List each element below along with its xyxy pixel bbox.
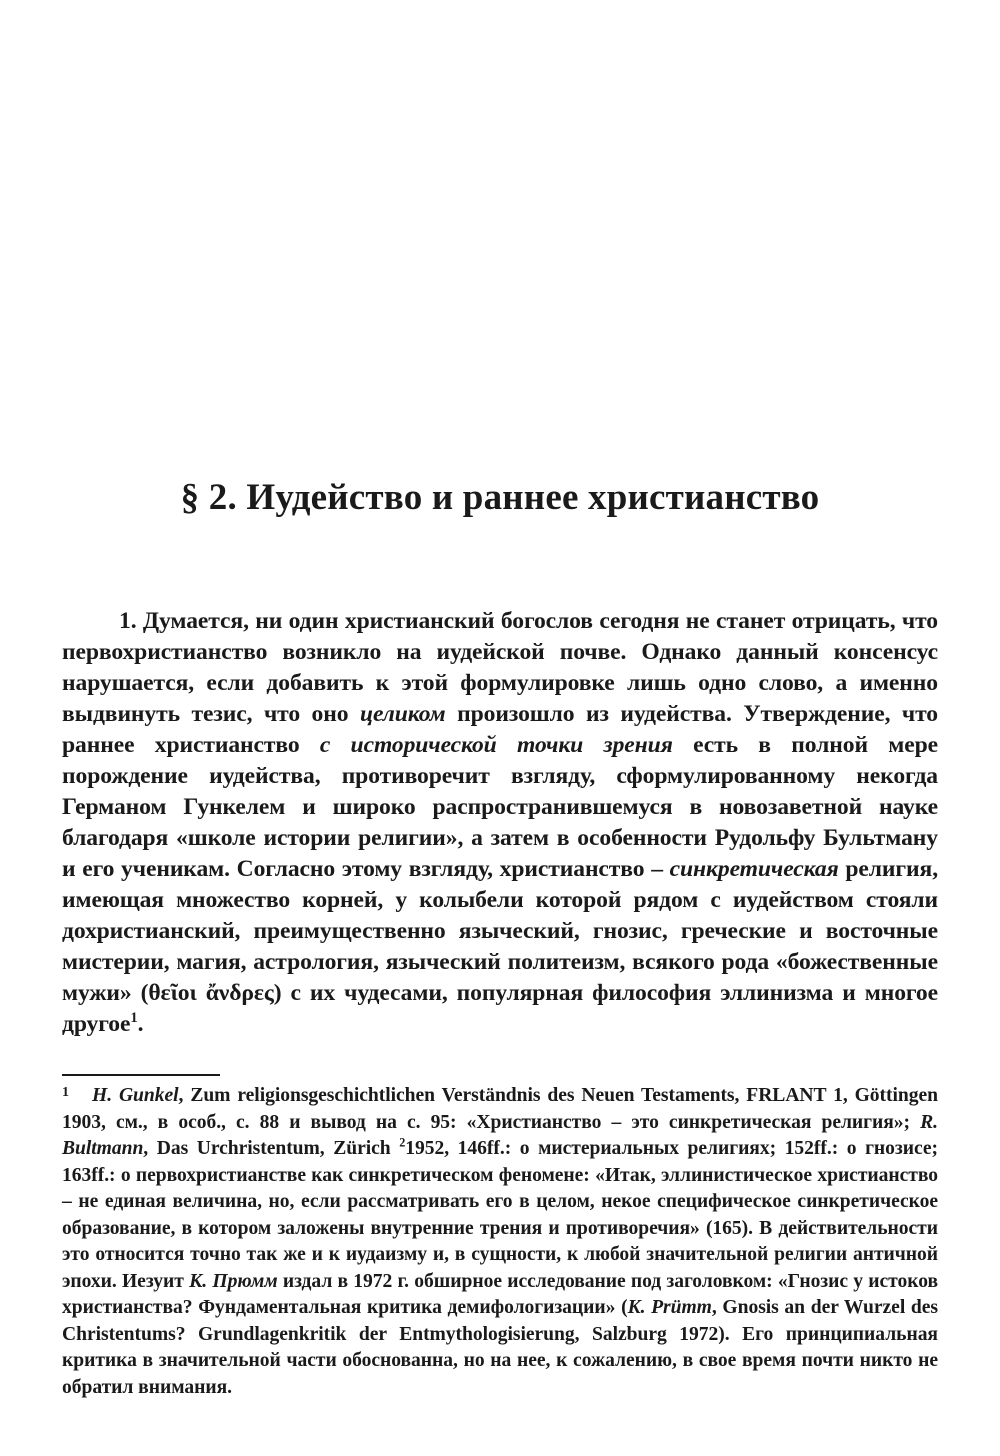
- footnote-reference: 1: [130, 1010, 138, 1027]
- footnote-text: , Das Urchristentum, Zürich: [143, 1138, 400, 1159]
- paragraph-text: произошло из иудейства. Утверждение, что раннее христианство: [62, 701, 938, 758]
- footnote-text: , Gnosis an der Wurzel des Christentums? Grundlagenkritik der Entmythologisierung, Salzburg 1972). Его принципиальная критика в значительной части обоснованна, но на нее, к сожалению, в свое время почти никто не обратил внимания.: [62, 1297, 938, 1398]
- author-name: R. Bultmann: [62, 1111, 938, 1159]
- footnote-1: [62, 1083, 938, 1401]
- emphasis-text: синкретическая: [669, 856, 839, 882]
- author-name: К. Прюмм: [189, 1270, 278, 1292]
- edition-number: 2: [399, 1135, 406, 1150]
- paragraph-text: 1. Думается, ни один христианский богослов сегодня не станет отрицать, что первохристианство возникло на иудейской почве. Однако данный консенсус нарушается, если добавить к этой формулировке лишь одно слово, а именно выдвинуть тезис, что оно: [62, 608, 938, 727]
- paragraph-text: .: [137, 1011, 144, 1037]
- paragraph-1: [62, 606, 938, 1040]
- footnote-text: 1952, 146ff.: о мистериальных религиях; 152ff.: о гнозисе; 163ff.: о первохристианстве как синкретическом феномене: «Итак, эллинистическое христианство – не единая величина, но, если рассматривать его в целом, некое специфическое синкретическое образование, в котором заложены внутренние трения и противоречия» (165). В действительности это относится точно так же и к иудаизму и, в сущности, к любой значительной религии античной эпохи. Иезуит: [62, 1138, 938, 1292]
- paragraph-text: есть в полной мере порождение иудейства, противоречит взгляду, сформулированному некогда Германом Гункелем и широко распространившемуся в новозаветной науке благодаря «школе истории религии», а затем в особенности Рудольфу Бультману и его ученикам. Согласно этому взгляду, христианство –: [62, 732, 938, 882]
- author-name: H. Gunkel: [92, 1085, 179, 1106]
- author-name: K. Prümm: [627, 1297, 712, 1318]
- paragraph-text: религия, имеющая множество корней, у колыбели которой рядом с иудейством стояли дохристианский, преимущественно языческий, гнозис, греческие и восточные мистерии, магия, астрология, языческий политеизм, всякого рода «божественные мужи» (θεῖοι ἄνδρες) с их чудесами, популярная философия эллинизма и многое другое: [62, 856, 938, 1037]
- footnote-marker: 1: [62, 1085, 69, 1100]
- section-heading: § 2. Иудейство и раннее христианство: [180, 476, 820, 518]
- footnote: [62, 1083, 938, 1401]
- emphasis-text: целиком: [359, 701, 446, 727]
- footnote-text: , Zum religionsgeschichtlichen Verständnis des Neuen Testaments, FRLANT 1, Göttingen 1903, см., в особ., с. 88 и вывод на с. 95: «Христианство – это синкретическая религия»;: [62, 1085, 938, 1133]
- footnote-divider: [62, 1074, 220, 1076]
- main-paragraph: [62, 606, 938, 1040]
- footnote-text: издал в 1972 г. обширное исследование под заголовком: «Гнозис у истоков христианства? Фундаментальная критика демифологизации» (: [62, 1270, 938, 1318]
- emphasis-text: с исторической точки зрения: [319, 732, 673, 758]
